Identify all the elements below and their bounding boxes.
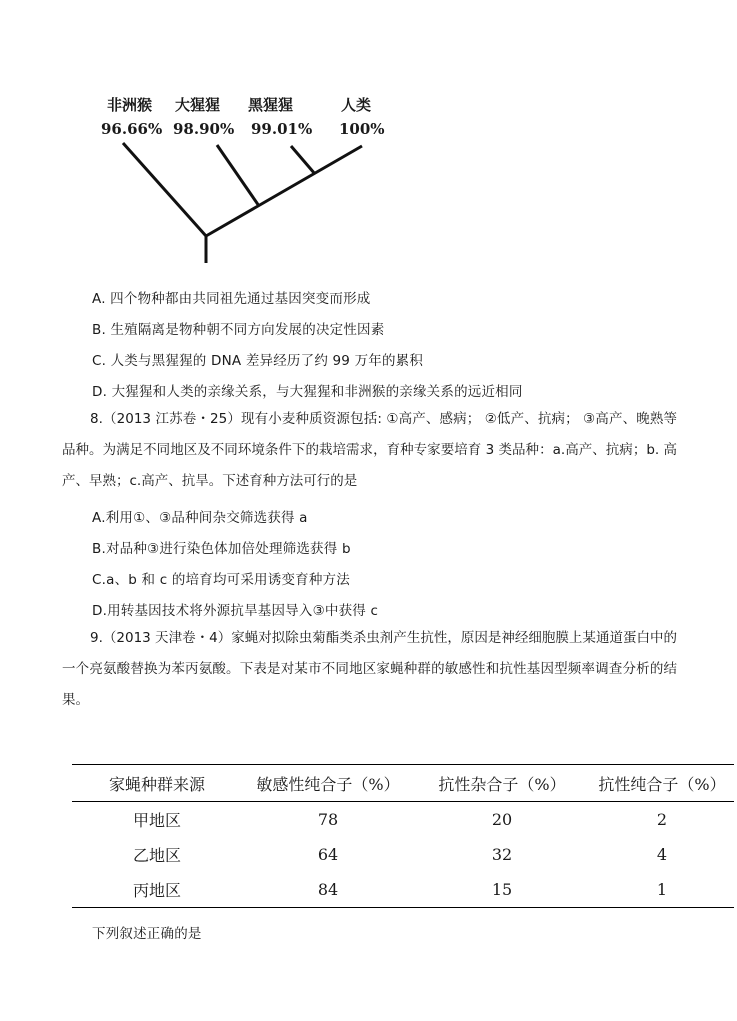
phylogenetic-tree-figure (95, 88, 395, 268)
q9-stem-text: 9.（2013 天津卷・4）家蝇对拟除虫菊酯类杀虫剂产生抗性，原因是神经细胞膜上某通道蛋白中的一个亮氨酸替换为苯丙氨酸。下表是对某市不同地区家蝇种群的敏感性和抗性基因型频率调查分析的结果。 (62, 630, 677, 708)
table-cell: 15 (491, 880, 513, 899)
q8-option-b: B.对品种③进行染色体加倍处理筛选获得 b (92, 541, 351, 557)
q7-option-a: A. 四个物种都由共同祖先通过基因突变而形成 (92, 291, 371, 307)
species-percent: 96.66% (101, 120, 163, 138)
species-percent: 100% (339, 120, 385, 138)
table-cell: 32 (491, 845, 513, 864)
tree-branch-chimp (291, 146, 315, 174)
species-percent: 99.01% (251, 120, 313, 138)
table-cell: 2 (656, 810, 668, 829)
tree-branch-monkey (123, 143, 206, 236)
species-name: 黑猩猩 (248, 96, 294, 114)
table-cell: 1 (656, 880, 668, 899)
q9-stem (62, 623, 677, 716)
table-header-cell: 抗性纯合子（%） (598, 774, 726, 794)
table-header-cell: 家蝇种群来源 (108, 774, 205, 794)
housefly-genotype-table (72, 764, 734, 908)
species-percent: 98.90% (173, 120, 235, 138)
table-row (72, 837, 734, 872)
q8-option-d: D.用转基因技术将外源抗旱基因导入③中获得 c (92, 603, 379, 619)
q7-option-c: C. 人类与黑猩猩的 DNA 差异经历了约 99 万年的累积 (92, 353, 424, 369)
table-cell: 丙地区 (132, 881, 181, 900)
q8-option-c: C.a、b 和 c 的培育均可采用诱变育种方法 (92, 572, 350, 588)
tree-diagram (95, 88, 395, 268)
table-cell: 甲地区 (132, 811, 181, 830)
tree-branch-gorilla (217, 145, 259, 206)
species-name: 大猩猩 (175, 96, 221, 114)
q7-option-b: B. 生殖隔离是物种朝不同方向发展的决定性因素 (92, 322, 385, 338)
q7-option-d: D. 大猩猩和人类的亲缘关系，与大猩猩和非洲猴的亲缘关系的远近相同 (92, 384, 523, 400)
tree-branch-main (206, 146, 362, 236)
table-cell: 20 (491, 810, 513, 829)
table-header-cell: 敏感性纯合子（%） (256, 774, 400, 794)
table-cell: 4 (656, 845, 668, 864)
table-cell: 84 (317, 880, 339, 899)
table-header-row (72, 765, 734, 802)
table-row (72, 802, 734, 838)
q9-tail: 下列叙述正确的是 (92, 926, 202, 942)
species-name: 非洲猴 (107, 96, 153, 114)
table-cell: 78 (317, 810, 339, 829)
table-cell: 64 (317, 845, 339, 864)
species-name: 人类 (341, 96, 372, 114)
table-header-cell: 抗性杂合子（%） (438, 774, 566, 794)
q8-option-a: A.利用①、③品种间杂交筛选获得 a (92, 510, 308, 526)
q8-stem-text: 8.（2013 江苏卷・25）现有小麦种质资源包括: ①高产、感病； ②低产、抗病； ③高产、晚熟等品种。为满足不同地区及不同环境条件下的栽培需求，育种专家要培育 3 类品种：a.高产、抗病；b. 高产、早熟；c.高产、抗旱。下述育种方法可行的是 (62, 411, 677, 489)
q8-stem (62, 404, 677, 497)
table-cell: 乙地区 (132, 846, 181, 865)
table-row (72, 872, 734, 908)
